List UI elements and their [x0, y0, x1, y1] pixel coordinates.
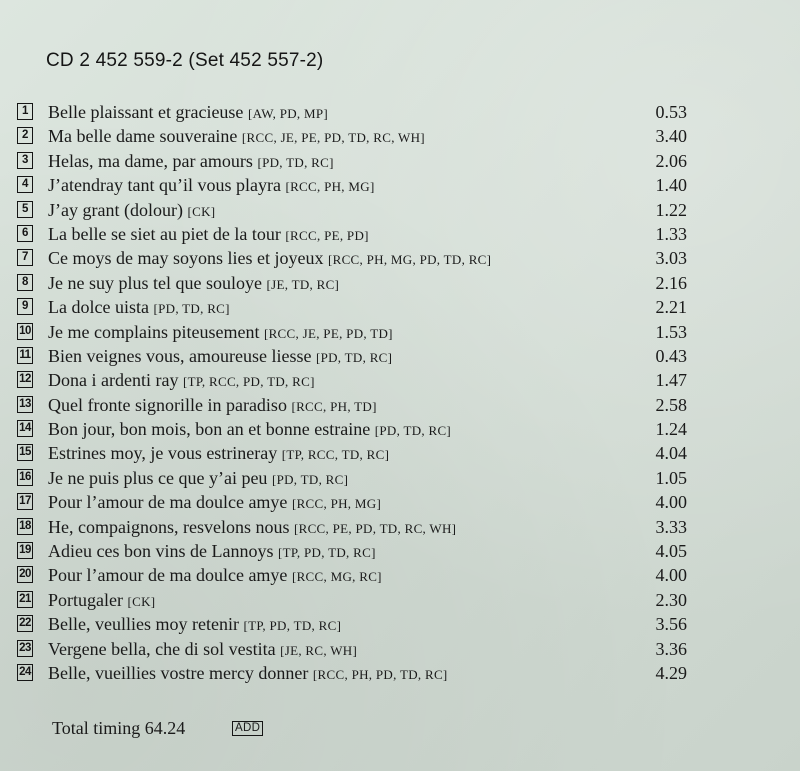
track-performers: [RCC, PH, MG, PD, TD, RC]	[327, 252, 492, 268]
track-performers: [PD, TD, RC]	[257, 154, 334, 170]
track-duration: 4.29	[655, 662, 687, 683]
track-title-line	[48, 564, 382, 588]
track-title: J’atendray tant qu’il vous playra	[48, 175, 281, 196]
track-performers: [TP, RCC, TD, RC]	[281, 447, 390, 463]
total-timing	[52, 718, 185, 739]
track-title-line	[48, 491, 381, 515]
track-row	[17, 418, 687, 442]
track-performers: [RCC, JE, PE, PD, TD]	[263, 325, 393, 341]
track-number: 18	[17, 518, 33, 535]
track-title: Estrines moy, je vous estrineray	[48, 443, 278, 464]
track-title: Quel fronte signorille in paradiso	[48, 394, 287, 415]
track-title: Bien veignes vous, amoureuse liesse	[48, 345, 312, 366]
track-title-line	[48, 662, 448, 686]
track-list	[17, 101, 687, 686]
track-duration: 3.56	[655, 614, 687, 635]
track-title-line	[48, 174, 375, 198]
track-title: Vergene bella, che di sol vestita	[48, 638, 276, 659]
track-row	[17, 613, 687, 637]
track-duration: 0.43	[655, 345, 687, 366]
track-row	[17, 296, 687, 320]
track-number: 14	[17, 420, 33, 437]
track-title: Je ne suy plus tel que souloye	[48, 272, 262, 293]
track-title: Belle plaissant et gracieuse	[48, 102, 244, 122]
track-performers: [RCC, JE, PE, PD, TD, RC, WH]	[241, 130, 425, 146]
total-timing-label: Total timing	[52, 718, 141, 738]
track-title-line	[48, 125, 425, 149]
track-duration: 4.04	[655, 443, 687, 464]
total-timing-value: 64.24	[144, 718, 186, 738]
track-row	[17, 662, 687, 686]
track-row	[17, 150, 687, 174]
track-performers: [RCC, PE, PD]	[285, 227, 369, 243]
track-number: 3	[17, 152, 33, 169]
track-title: Je ne puis plus ce que y’ai peu	[48, 467, 268, 488]
track-number: 8	[17, 274, 33, 291]
track-title-line	[48, 199, 215, 223]
track-title-line	[48, 223, 369, 247]
track-number: 21	[17, 591, 33, 608]
track-title-line	[48, 394, 377, 418]
track-number: 23	[17, 640, 33, 657]
track-performers: [PD, TD, RC]	[153, 301, 230, 317]
track-title: La dolce uista	[48, 297, 149, 318]
track-number: 4	[17, 176, 33, 193]
track-title: He, compaignons, resvelons nous	[48, 516, 290, 537]
track-performers: [TP, PD, TD, RC]	[243, 618, 342, 634]
track-duration: 1.33	[655, 223, 687, 244]
track-title: Portugaler	[48, 589, 123, 610]
track-number: 13	[17, 396, 33, 413]
track-performers: [CK]	[187, 203, 216, 219]
track-title: Belle, vueillies vostre mercy donner	[48, 662, 309, 683]
track-title-line	[48, 638, 357, 662]
track-title: Belle, veullies moy retenir	[48, 614, 239, 635]
track-title: La belle se siet au piet de la tour	[48, 223, 281, 244]
track-number: 6	[17, 225, 33, 242]
track-title: Ce moys de may soyons lies et joyeux	[48, 248, 324, 269]
cd-header: CD 2 452 559-2 (Set 452 557-2)	[46, 50, 324, 71]
track-number: 7	[17, 249, 33, 266]
track-performers: [RCC, PH, MG]	[285, 179, 375, 195]
track-duration: 3.36	[655, 638, 687, 659]
track-duration: 2.06	[655, 150, 687, 171]
add-badge: ADD	[232, 721, 263, 736]
track-performers: [PD, TD, RC]	[271, 471, 349, 487]
track-duration: 4.00	[655, 492, 687, 513]
track-performers: [PD, TD, RC]	[315, 349, 393, 365]
track-duration: 1.22	[655, 199, 687, 220]
track-performers: [JE, RC, WH]	[280, 642, 358, 658]
track-title-line	[48, 101, 328, 125]
track-performers: [AW, PD, MP]	[247, 106, 329, 121]
track-title: Pour l’amour de ma doulce amye	[48, 565, 288, 586]
track-number: 5	[17, 201, 33, 218]
track-row	[17, 467, 687, 491]
track-number: 24	[17, 664, 33, 681]
track-title-line	[48, 150, 334, 174]
track-number: 11	[17, 347, 33, 364]
track-title: Je me complains piteusement	[48, 321, 260, 342]
track-duration: 0.53	[655, 102, 687, 122]
track-number: 22	[17, 615, 33, 632]
track-number: 19	[17, 542, 33, 559]
track-duration: 1.24	[655, 419, 687, 440]
track-row	[17, 101, 687, 125]
track-title-line	[48, 247, 491, 271]
track-performers: [RCC, PE, PD, TD, RC, WH]	[293, 520, 457, 536]
track-row	[17, 369, 687, 393]
track-number: 16	[17, 469, 33, 486]
track-title-line	[48, 296, 230, 320]
track-row	[17, 345, 687, 369]
track-title-line	[48, 613, 341, 637]
track-row	[17, 638, 687, 662]
track-duration: 3.40	[655, 126, 687, 147]
track-performers: [TP, RCC, PD, TD, RC]	[182, 374, 315, 390]
track-row	[17, 516, 687, 540]
track-performers: [TP, PD, TD, RC]	[277, 545, 376, 561]
track-duration: 1.47	[655, 370, 687, 391]
track-number: 10	[17, 323, 33, 340]
track-title-line	[48, 418, 451, 442]
track-title-line	[48, 369, 315, 393]
track-row	[17, 321, 687, 345]
track-row	[17, 540, 687, 564]
track-duration: 4.05	[655, 541, 687, 562]
track-duration: 2.21	[655, 297, 687, 318]
track-duration: 1.53	[655, 321, 687, 342]
track-performers: [CK]	[127, 593, 156, 609]
track-title: Dona i ardenti ray	[48, 370, 179, 391]
track-duration: 2.30	[655, 589, 687, 610]
track-duration: 3.03	[655, 248, 687, 269]
track-duration: 1.05	[655, 467, 687, 488]
track-duration: 4.00	[655, 565, 687, 586]
track-row	[17, 394, 687, 418]
track-performers: [RCC, MG, RC]	[291, 569, 382, 585]
track-duration: 2.16	[655, 272, 687, 293]
track-row	[17, 442, 687, 466]
track-number: 9	[17, 298, 33, 315]
track-title: Helas, ma dame, par amours	[48, 150, 253, 171]
track-duration: 1.40	[655, 175, 687, 196]
track-title: Pour l’amour de ma doulce amye	[48, 492, 288, 513]
track-title-line	[48, 321, 393, 345]
track-performers: [RCC, PH, MG]	[291, 496, 382, 512]
track-number: 1	[17, 103, 33, 120]
track-number: 2	[17, 127, 33, 144]
track-number: 20	[17, 566, 33, 583]
track-title: Ma belle dame souveraine	[48, 126, 238, 147]
track-performers: [PD, TD, RC]	[374, 423, 452, 439]
track-title-line	[48, 589, 155, 613]
track-row	[17, 125, 687, 149]
track-row	[17, 564, 687, 588]
track-row	[17, 272, 687, 296]
track-title-line	[48, 345, 392, 369]
track-title: Bon jour, bon mois, bon an et bonne estraine	[48, 419, 371, 440]
track-row	[17, 247, 687, 271]
track-performers: [RCC, PH, TD]	[291, 398, 377, 414]
track-duration: 2.58	[655, 394, 687, 415]
track-row	[17, 491, 687, 515]
track-title-line	[48, 516, 456, 540]
track-title-line	[48, 540, 376, 564]
track-row	[17, 174, 687, 198]
track-title: Adieu ces bon vins de Lannoys	[48, 541, 274, 562]
track-title-line	[48, 467, 348, 491]
track-number: 12	[17, 371, 33, 388]
track-row	[17, 199, 687, 223]
track-performers: [RCC, PH, PD, TD, RC]	[312, 666, 448, 682]
track-title: J’ay grant (dolour)	[48, 199, 183, 220]
track-performers: [JE, TD, RC]	[266, 276, 340, 292]
track-row	[17, 589, 687, 613]
track-duration: 3.33	[655, 516, 687, 537]
track-title-line	[48, 272, 339, 296]
track-number: 17	[17, 493, 33, 510]
track-row	[17, 223, 687, 247]
track-number: 15	[17, 444, 33, 461]
track-title-line	[48, 442, 389, 466]
